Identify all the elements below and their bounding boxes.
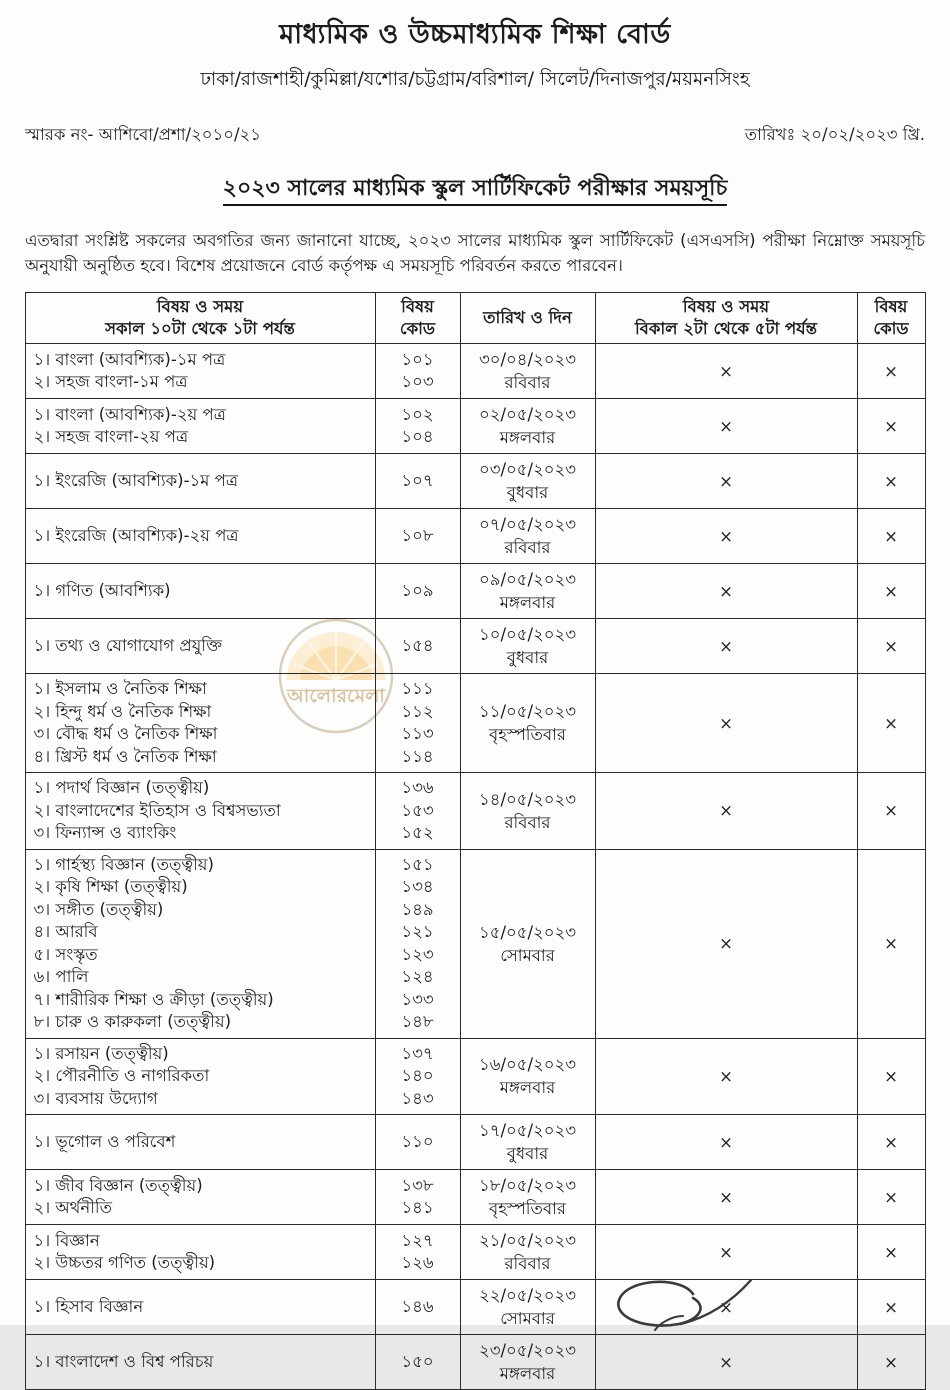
afternoon-subject-cell bbox=[595, 773, 857, 850]
afternoon-subject-cell bbox=[595, 1115, 857, 1170]
subject-label: ৭। শারীরিক শিক্ষা ও ক্রীড়া (তত্ত্বীয়) bbox=[33, 989, 274, 1009]
no-exam-mark: × bbox=[884, 1132, 898, 1152]
column-header bbox=[857, 293, 925, 344]
subject-label: ১। বাংলা (আবশ্যিক)-২য় পত্র bbox=[33, 404, 226, 424]
subject-code: ১২৬ bbox=[401, 1253, 434, 1272]
subject-label: ৫। সংস্কৃত bbox=[33, 944, 98, 964]
codes-cell bbox=[375, 619, 460, 674]
schedule-row bbox=[25, 1280, 925, 1335]
subject-label: ১। বাংলা (আবশ্যিক)-১ম পত্র bbox=[33, 349, 226, 369]
no-exam-mark: × bbox=[884, 416, 898, 436]
afternoon-code-cell bbox=[857, 674, 925, 773]
date-cell bbox=[460, 399, 595, 454]
schedule-row bbox=[25, 399, 925, 454]
subject-code: ১৪৯ bbox=[401, 899, 434, 919]
afternoon-subject-cell bbox=[595, 344, 857, 399]
no-exam-mark: × bbox=[884, 1066, 898, 1086]
subject-code: ১২৭ bbox=[401, 1230, 434, 1250]
subject-label: ১। তথ্য ও যোগাযোগ প্রযুক্তি bbox=[33, 635, 222, 655]
subject-label: ২। বাংলাদেশের ইতিহাস ও বিশ্বসভ্যতা bbox=[33, 800, 281, 820]
no-exam-mark: × bbox=[719, 1242, 733, 1262]
no-exam-mark: × bbox=[884, 581, 898, 601]
subject-code: ১০৮ bbox=[401, 525, 434, 545]
subject-label: ২। কৃষি শিক্ষা (তত্ত্বীয়) bbox=[33, 877, 188, 896]
subject-label: ২। সহজ বাংলা-১ম পত্র bbox=[33, 372, 188, 391]
no-exam-mark: × bbox=[884, 1297, 898, 1317]
column-header-line: বিকাল ২টা থেকে ৫টা পর্যন্ত bbox=[634, 319, 818, 338]
no-exam-mark: × bbox=[884, 713, 898, 733]
afternoon-subject-cell bbox=[595, 564, 857, 619]
subject-code: ১০১ bbox=[401, 349, 434, 369]
schedule-row bbox=[25, 1335, 925, 1390]
subjects-cell bbox=[25, 1115, 375, 1170]
date-cell bbox=[460, 454, 595, 509]
exam-day: বুধবার bbox=[506, 648, 549, 667]
afternoon-code-cell bbox=[857, 1280, 925, 1335]
schedule-table-head bbox=[25, 293, 925, 344]
subjects-cell bbox=[25, 509, 375, 564]
subject-code: ১৫১ bbox=[401, 854, 434, 874]
column-header-line: বিষয় bbox=[401, 297, 434, 316]
subjects-cell bbox=[25, 619, 375, 674]
column-header-line: বিষয় bbox=[874, 297, 908, 316]
subjects-cell bbox=[25, 773, 375, 850]
schedule-row bbox=[25, 509, 925, 564]
afternoon-subject-cell bbox=[595, 399, 857, 454]
schedule-row bbox=[25, 1115, 925, 1170]
subject-code: ১০৩ bbox=[401, 372, 434, 391]
afternoon-subject-cell bbox=[595, 509, 857, 564]
subject-code: ১৫৩ bbox=[401, 800, 434, 820]
afternoon-subject-cell bbox=[595, 1280, 857, 1335]
subject-code: ১৩৬ bbox=[401, 778, 434, 797]
afternoon-code-cell bbox=[857, 1038, 925, 1115]
afternoon-code-cell bbox=[857, 1335, 925, 1390]
exam-date: ১৮/০৫/২০২৩ bbox=[479, 1176, 576, 1195]
afternoon-code-cell bbox=[857, 564, 925, 619]
exam-day: রবিবার bbox=[504, 812, 551, 832]
exam-date: ১১/০৫/২০২৩ bbox=[479, 702, 576, 721]
memo-number: স্মারক নং- আশিবো/প্রশা/২০১০/২১ bbox=[25, 125, 261, 144]
exam-date: ২১/০৫/২০২৩ bbox=[479, 1231, 576, 1250]
subject-label: ১। বিজ্ঞান bbox=[33, 1230, 100, 1250]
no-exam-mark: × bbox=[719, 361, 733, 381]
date-cell bbox=[460, 1170, 595, 1225]
no-exam-mark: × bbox=[884, 1242, 898, 1262]
exam-day: মঙ্গলবার bbox=[499, 1364, 556, 1383]
exam-date: ৩০/০৪/২০২৩ bbox=[479, 350, 576, 369]
codes-cell bbox=[375, 1280, 460, 1335]
codes-cell bbox=[375, 773, 460, 850]
exam-date: ০৯/০৫/২০২৩ bbox=[479, 570, 576, 589]
no-exam-mark: × bbox=[719, 1132, 733, 1152]
codes-cell bbox=[375, 674, 460, 773]
schedule-row bbox=[25, 1170, 925, 1225]
subject-code: ১৩৭ bbox=[401, 1043, 434, 1063]
column-header bbox=[375, 293, 460, 344]
no-exam-mark: × bbox=[719, 1352, 733, 1372]
no-exam-mark: × bbox=[719, 581, 733, 601]
codes-cell bbox=[375, 1038, 460, 1115]
date-cell bbox=[460, 849, 595, 1038]
codes-cell bbox=[375, 454, 460, 509]
codes-cell bbox=[375, 1170, 460, 1225]
subject-code: ১৫০ bbox=[401, 1351, 434, 1371]
exam-day: রবিবার bbox=[504, 373, 551, 392]
schedule-row bbox=[25, 1038, 925, 1115]
no-exam-mark: × bbox=[719, 801, 733, 821]
schedule-row bbox=[25, 564, 925, 619]
codes-cell bbox=[375, 344, 460, 399]
subject-code: ১০২ bbox=[401, 404, 434, 424]
column-header bbox=[595, 293, 857, 344]
exam-day: রবিবার bbox=[504, 1254, 551, 1273]
subject-code: ১০৪ bbox=[401, 427, 434, 446]
subject-code: ১৪৩ bbox=[401, 1088, 434, 1108]
subject-code: ১১০ bbox=[401, 1131, 434, 1151]
document-title: ২০২৩ সালের মাধ্যমিক স্কুল সার্টিফিকেট পরীক্ষার সময়সূচি bbox=[223, 176, 728, 206]
subject-label: ৮। চারু ও কারুকলা (তত্ত্বীয়) bbox=[33, 1012, 232, 1031]
exam-date: ১৪/০৫/২০২৩ bbox=[479, 789, 576, 809]
no-exam-mark: × bbox=[719, 934, 733, 953]
afternoon-subject-cell bbox=[595, 454, 857, 509]
subject-label: ২। সহজ বাংলা-২য় পত্র bbox=[33, 427, 189, 446]
subject-code: ১২৪ bbox=[401, 967, 434, 986]
subject-label: ৩। সঙ্গীত (তত্ত্বীয়) bbox=[33, 899, 164, 919]
no-exam-mark: × bbox=[884, 636, 898, 656]
afternoon-subject-cell bbox=[595, 1335, 857, 1390]
afternoon-code-cell bbox=[857, 773, 925, 850]
subjects-cell bbox=[25, 1038, 375, 1115]
column-header-line: বিষয় ও সময় bbox=[682, 297, 770, 316]
exam-day: সোমবার bbox=[500, 1309, 555, 1328]
subject-code: ১২৩ bbox=[401, 944, 434, 964]
column-header bbox=[25, 293, 375, 344]
subject-label: ২। উচ্চতর গণিত (তত্ত্বীয়) bbox=[33, 1253, 216, 1272]
subject-label: ৪। খ্রিস্ট ধর্ম ও নৈতিক শিক্ষা bbox=[33, 746, 217, 766]
exam-day: মঙ্গলবার bbox=[499, 1078, 556, 1098]
afternoon-subject-cell bbox=[595, 619, 857, 674]
no-exam-mark: × bbox=[884, 526, 898, 546]
no-exam-mark: × bbox=[719, 713, 733, 733]
subject-label: ১। ইংরেজি (আবশ্যিক)-১ম পত্র bbox=[33, 470, 238, 490]
schedule-row bbox=[25, 454, 925, 509]
date-cell bbox=[460, 1225, 595, 1280]
exam-date: ০৭/০৫/২০২৩ bbox=[479, 515, 576, 534]
column-header-line: কোড bbox=[399, 319, 436, 338]
date-cell bbox=[460, 619, 595, 674]
exam-date: ১০/০৫/২০২৩ bbox=[479, 625, 576, 644]
subject-code: ১০৯ bbox=[401, 580, 434, 600]
date-cell bbox=[460, 1115, 595, 1170]
no-exam-mark: × bbox=[719, 1187, 733, 1207]
subject-label: ১। হিসাব বিজ্ঞান bbox=[33, 1296, 144, 1316]
subject-code: ১১৩ bbox=[401, 724, 434, 743]
afternoon-code-cell bbox=[857, 849, 925, 1038]
date-cell bbox=[460, 773, 595, 850]
schedule-row bbox=[25, 773, 925, 850]
subject-code: ১০৭ bbox=[401, 470, 434, 490]
date-cell bbox=[460, 344, 595, 399]
schedule-row bbox=[25, 674, 925, 773]
exam-day: মঙ্গলবার bbox=[499, 428, 556, 447]
codes-cell bbox=[375, 399, 460, 454]
subject-code: ১৪০ bbox=[401, 1066, 434, 1085]
subject-label: ৩। ফিন্যান্স ও ব্যাংকিং bbox=[33, 823, 177, 842]
watermark-text: আলোরমেলা bbox=[287, 685, 385, 707]
no-exam-mark: × bbox=[719, 471, 733, 491]
subject-label: ১। ভূগোল ও পরিবেশ bbox=[33, 1131, 176, 1151]
afternoon-subject-cell bbox=[595, 674, 857, 773]
board-regions: ঢাকা/রাজশাহী/কুমিল্লা/যশোর/চট্টগ্রাম/বরিশাল/ সিলেট/দিনাজপুর/ময়মনসিংহ bbox=[200, 69, 750, 90]
exam-day: বুধবার bbox=[506, 1144, 549, 1163]
exam-day: সোমবার bbox=[500, 945, 555, 965]
subject-label: ১। বাংলাদেশ ও বিশ্ব পরিচয় bbox=[33, 1351, 214, 1371]
exam-day: রবিবার bbox=[504, 538, 551, 557]
subject-label: ৪। আরবি bbox=[33, 922, 98, 941]
exam-schedule-table bbox=[25, 292, 926, 1390]
subjects-cell bbox=[25, 399, 375, 454]
subjects-cell bbox=[25, 344, 375, 399]
subjects-cell bbox=[25, 454, 375, 509]
subjects-cell bbox=[25, 564, 375, 619]
subject-label: ১। পদার্থ বিজ্ঞান (তত্ত্বীয়) bbox=[33, 778, 210, 797]
no-exam-mark: × bbox=[719, 526, 733, 546]
exam-day: বৃহস্পতিবার bbox=[489, 1199, 566, 1218]
subject-code: ১৩৪ bbox=[401, 877, 434, 896]
exam-date: ১৫/০৫/২০২৩ bbox=[479, 922, 576, 942]
codes-cell bbox=[375, 1225, 460, 1280]
document-title-wrap bbox=[0, 171, 950, 208]
subject-code: ১১৪ bbox=[401, 746, 434, 766]
afternoon-subject-cell bbox=[595, 1225, 857, 1280]
no-exam-mark: × bbox=[719, 1297, 733, 1317]
header-row bbox=[25, 293, 925, 344]
subject-label: ২। অর্থনীতি bbox=[33, 1198, 113, 1217]
date-cell bbox=[460, 1335, 595, 1390]
exam-date: ০২/০৫/২০২৩ bbox=[479, 405, 576, 424]
no-exam-mark: × bbox=[884, 934, 898, 953]
subject-label: ৬। পালি bbox=[33, 967, 89, 986]
board-title: মাধ্যমিক ও উচ্চমাধ্যমিক শিক্ষা বোর্ড bbox=[279, 19, 671, 50]
codes-cell bbox=[375, 849, 460, 1038]
exam-date: ১৬/০৫/২০২৩ bbox=[479, 1055, 576, 1075]
subject-label: ১। রসায়ন (তত্ত্বীয়) bbox=[33, 1043, 169, 1063]
memo-row bbox=[25, 122, 925, 149]
afternoon-subject-cell bbox=[595, 1170, 857, 1225]
no-exam-mark: × bbox=[884, 1352, 898, 1372]
schedule-row bbox=[25, 344, 925, 399]
subjects-cell bbox=[25, 1225, 375, 1280]
codes-cell bbox=[375, 509, 460, 564]
subject-label: ১। জীব বিজ্ঞান (তত্ত্বীয়) bbox=[33, 1175, 203, 1195]
subject-code: ১৫২ bbox=[401, 823, 434, 842]
subject-code: ১৪৬ bbox=[401, 1296, 434, 1316]
date-cell bbox=[460, 509, 595, 564]
issue-date: তারিখঃ ২০/০২/২০২৩ খ্রি. bbox=[744, 125, 925, 144]
afternoon-code-cell bbox=[857, 619, 925, 674]
date-cell bbox=[460, 564, 595, 619]
schedule-row bbox=[25, 1225, 925, 1280]
codes-cell bbox=[375, 1335, 460, 1390]
subject-label: ১। গণিত (আবশ্যিক) bbox=[33, 580, 171, 600]
subject-label: ১। গার্হস্থ্য বিজ্ঞান (তত্ত্বীয়) bbox=[33, 854, 214, 874]
subject-code: ১৫৪ bbox=[401, 635, 434, 655]
subject-label: ১। ইংরেজি (আবশ্যিক)-২য় পত্র bbox=[33, 525, 239, 545]
no-exam-mark: × bbox=[884, 471, 898, 491]
subject-code: ১৩৮ bbox=[401, 1175, 434, 1195]
afternoon-code-cell bbox=[857, 344, 925, 399]
subjects-cell bbox=[25, 1170, 375, 1225]
subject-code: ১১২ bbox=[401, 701, 434, 721]
column-header-line: তারিখ ও দিন bbox=[483, 308, 572, 327]
column-header-line: বিষয় ও সময় bbox=[156, 297, 244, 316]
column-header-line: সকাল ১০টা থেকে ১টা পর্যন্ত bbox=[105, 319, 295, 338]
intro-paragraph: এতদ্বারা সংশ্লিষ্ট সকলের অবগতির জন্য জানানো যাচ্ছে, ২০২৩ সালের মাধ্যমিক স্কুল সার্টিফিকেট (এসএসসি) পরীক্ষা নিম্নোক্ত সময়সূচি অনুযায়ী অনুষ্ঠিত হবে। বিশেষ প্রয়োজনে বোর্ড কর্তৃপক্ষ এ সময়সূচি পরিবর্তন করতে পারবেন। bbox=[25, 231, 925, 275]
subject-code: ১১১ bbox=[401, 679, 434, 698]
exam-date: ০৩/০৫/২০২৩ bbox=[479, 460, 576, 479]
exam-day: বুধবার bbox=[506, 483, 549, 502]
subject-code: ১৩৩ bbox=[401, 989, 434, 1009]
afternoon-code-cell bbox=[857, 1115, 925, 1170]
schedule-table-body bbox=[25, 344, 925, 1390]
schedule-row bbox=[25, 619, 925, 674]
subjects-cell bbox=[25, 849, 375, 1038]
exam-date: ২৩/০৫/২০২৩ bbox=[479, 1341, 576, 1360]
afternoon-code-cell bbox=[857, 399, 925, 454]
subject-label: ২। হিন্দু ধর্ম ও নৈতিক শিক্ষা bbox=[33, 701, 212, 721]
subjects-cell bbox=[25, 674, 375, 773]
codes-cell bbox=[375, 564, 460, 619]
column-header-line: কোড bbox=[873, 319, 909, 338]
subjects-cell bbox=[25, 1335, 375, 1390]
afternoon-code-cell bbox=[857, 454, 925, 509]
subject-code: ১৪৮ bbox=[401, 1012, 434, 1031]
no-exam-mark: × bbox=[884, 1187, 898, 1207]
subject-code: ১২১ bbox=[401, 922, 434, 941]
subject-label: ৩। বৌদ্ধ ধর্ম ও নৈতিক শিক্ষা bbox=[33, 724, 218, 743]
subject-label: ২। পৌরনীতি ও নাগরিকতা bbox=[33, 1066, 210, 1085]
exam-date: ২২/০৫/২০২৩ bbox=[479, 1286, 576, 1305]
no-exam-mark: × bbox=[719, 416, 733, 436]
date-cell bbox=[460, 1038, 595, 1115]
codes-cell bbox=[375, 1115, 460, 1170]
column-header bbox=[460, 293, 595, 344]
date-cell bbox=[460, 1280, 595, 1335]
no-exam-mark: × bbox=[719, 1066, 733, 1086]
no-exam-mark: × bbox=[884, 801, 898, 821]
exam-date: ১৭/০৫/২০২৩ bbox=[479, 1121, 576, 1140]
subject-label: ১। ইসলাম ও নৈতিক শিক্ষা bbox=[33, 679, 207, 698]
exam-day: বৃহস্পতিবার bbox=[489, 725, 566, 744]
afternoon-code-cell bbox=[857, 1170, 925, 1225]
afternoon-code-cell bbox=[857, 1225, 925, 1280]
subject-code: ১৪১ bbox=[401, 1198, 434, 1217]
afternoon-code-cell bbox=[857, 509, 925, 564]
afternoon-subject-cell bbox=[595, 849, 857, 1038]
date-cell bbox=[460, 674, 595, 773]
no-exam-mark: × bbox=[719, 636, 733, 656]
schedule-row bbox=[25, 849, 925, 1038]
subject-label: ৩। ব্যবসায় উদ্যোগ bbox=[33, 1088, 158, 1108]
subjects-cell bbox=[25, 1280, 375, 1335]
no-exam-mark: × bbox=[884, 361, 898, 381]
afternoon-subject-cell bbox=[595, 1038, 857, 1115]
exam-day: মঙ্গলবার bbox=[499, 593, 556, 612]
